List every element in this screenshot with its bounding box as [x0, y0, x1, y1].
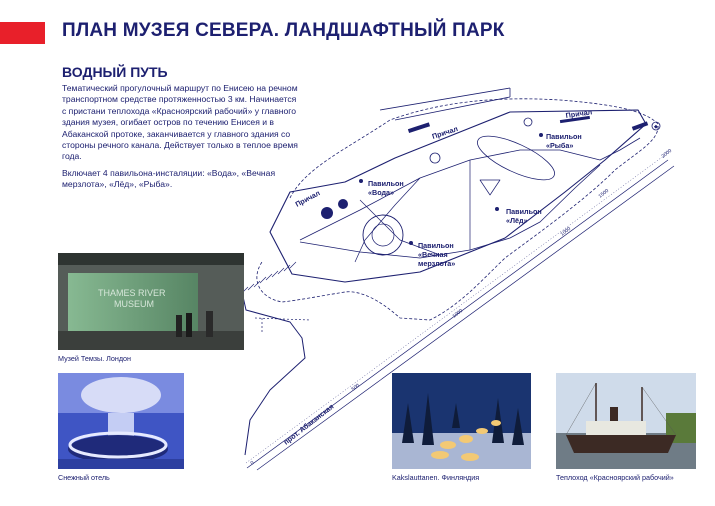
- scale-label-1500: 1500: [597, 187, 610, 200]
- kakslauttanen-caption: Kakslauttanen. Финляндия: [392, 473, 480, 482]
- north-marker-glyph: ◆: [654, 124, 658, 130]
- boat-stop-1: [321, 207, 333, 219]
- pavilion-merzlota-dot: [409, 241, 413, 245]
- pier-label-3: Причал: [565, 107, 593, 120]
- snow-hotel-caption: Снежный отель: [58, 473, 110, 482]
- pavilion-ryba-dot: [539, 133, 543, 137]
- pavilion-ryba-label: Павильон «Рыба»: [546, 132, 582, 150]
- channel-label: прот. Абаканская: [281, 401, 336, 447]
- snow-hotel-photo: [58, 373, 184, 469]
- pier-bar-1: [408, 122, 430, 133]
- thames-sign-line-1: THAMES RIVER: [98, 288, 166, 298]
- pavilion-led-label: Павильон «Лёд»: [506, 207, 542, 225]
- scale-label-1000b: 1000: [559, 225, 572, 238]
- scale-label-0: 0: [249, 460, 256, 467]
- boat-stop-2: [338, 199, 348, 209]
- scale-label-2000: 2000: [660, 147, 673, 160]
- thames-caption: Музей Темзы. Лондон: [58, 354, 132, 363]
- ship-photo: [556, 373, 696, 469]
- thames-museum-photo: [58, 253, 244, 350]
- pier-label-1: Причал: [293, 188, 322, 209]
- thames-sign-line-2: MUSEUM: [114, 299, 154, 309]
- ship-caption: Теплоход «Красноярский рабочий»: [556, 473, 674, 482]
- pavilion-voda-label: Павильон «Вода»: [368, 179, 404, 197]
- section-title: ВОДНЫЙ ПУТЬ: [62, 64, 168, 80]
- page-title: ПЛАН МУЗЕЯ СЕВЕРА. ЛАНДШАФТНЫЙ ПАРК: [62, 20, 505, 41]
- pier-label-2: Причал: [430, 124, 460, 141]
- kakslauttanen-photo: [392, 373, 531, 469]
- pavilion-led-dot: [495, 207, 499, 211]
- pavilion-voda-dot: [359, 179, 363, 183]
- scale-label-500: 500: [350, 382, 361, 393]
- pavilion-merzlota-label: Павильон «Вечная мерзлота»: [418, 241, 456, 268]
- description-paragraph-2: Включает 4 павильона-инсталяции: «Вода», «Вечная мерзлота», «Лёд», «Рыба».: [62, 167, 276, 190]
- scale-label-1000: 1000: [451, 307, 464, 320]
- description-paragraph-1: Тематический прогулочный маршрут по Енисею на речном транспортном средстве протяженностью 3 км. Начинается с пристани теплохода «Красноярский рабочий» у главного здания музея, огибает остров по течению Енисея и в Абаканской протоке, заканчивается у главного здания со стороны речного канала. Действует только в теплое время года.: [62, 83, 298, 162]
- island-outline: [270, 110, 646, 282]
- embankment-hatch: [236, 262, 296, 296]
- title-accent-bar: [0, 22, 45, 44]
